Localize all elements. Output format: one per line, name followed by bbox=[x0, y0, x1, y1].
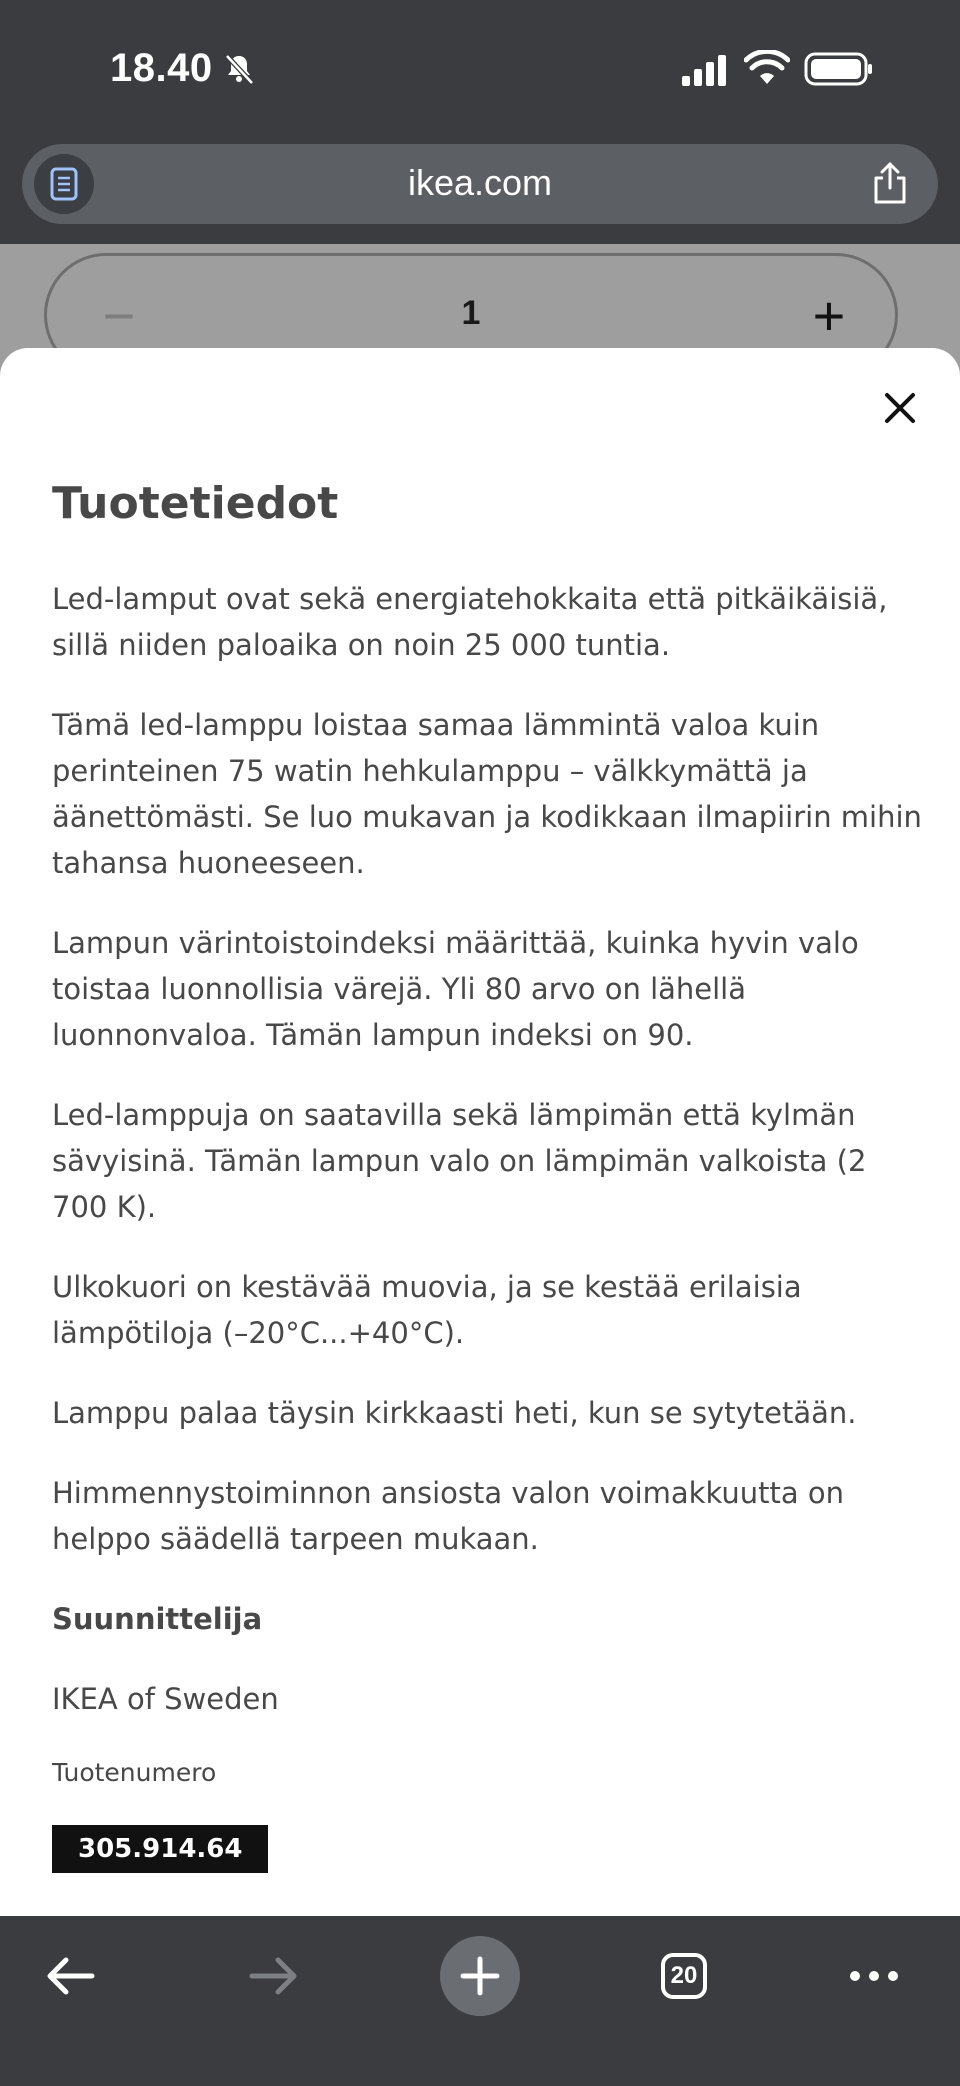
more-button[interactable] bbox=[834, 1936, 914, 2016]
sheet-title: Tuotetiedot bbox=[52, 478, 339, 529]
address-bar[interactable] bbox=[22, 144, 938, 224]
description-paragraph: Led-lamput ovat sekä energiatehokkaita että pitkäikäisiä, sillä niiden paloaika on noin 25 000 tuntia. bbox=[52, 582, 888, 662]
description-paragraph: Led-lamppuja on saatavilla sekä lämpimän että kylmän sävyisinä. Tämän lampun valo on lämpimän valkoista (2 700 K). bbox=[52, 1098, 867, 1224]
forward-button[interactable] bbox=[234, 1936, 314, 2016]
quantity-increase-button: + bbox=[812, 284, 846, 347]
description-paragraph: Tämä led-lamppu loistaa samaa lämmintä valoa kuin perinteinen 75 watin hehkulamppu – välkkymättä ja äänettömästi. Se luo mukavan ja kodikkaan ilmapiirin mihin tahansa huoneeseen. bbox=[52, 708, 922, 880]
close-button[interactable] bbox=[876, 384, 924, 432]
close-icon bbox=[884, 392, 916, 424]
tabs-button[interactable] bbox=[644, 1936, 724, 2016]
browser-toolbar bbox=[0, 1916, 960, 2086]
quantity-value: 1 bbox=[461, 294, 481, 332]
description-paragraph: Lampun värintoistoindeksi määrittää, kuinka hyvin valo toistaa luonnollisia värejä. Yli 80 arvo on lähellä luonnonvaloa. Tämän lampun indeksi on 90. bbox=[52, 926, 859, 1052]
url-text[interactable]: ikea.com bbox=[407, 162, 553, 203]
new-tab-button[interactable] bbox=[440, 1936, 520, 2016]
back-button[interactable] bbox=[30, 1936, 110, 2016]
status-time: 18.40 bbox=[110, 46, 213, 90]
bell-slash-icon bbox=[222, 52, 256, 86]
designer-name: IKEA of Sweden bbox=[52, 1682, 279, 1716]
product-description bbox=[52, 576, 922, 1873]
product-number-badge: 305.914.64 bbox=[52, 1825, 268, 1873]
tabs-icon: 20 bbox=[661, 1953, 707, 1999]
signal-icon bbox=[680, 54, 730, 86]
battery-icon bbox=[804, 52, 874, 86]
back-arrow-icon bbox=[44, 1956, 96, 1996]
quantity-decrease-button: − bbox=[102, 284, 136, 347]
product-number-label: Tuotenumero bbox=[52, 1758, 217, 1787]
designer-heading: Suunnittelija bbox=[52, 1602, 263, 1636]
status-bar bbox=[0, 0, 960, 140]
forward-arrow-icon bbox=[248, 1956, 300, 1996]
share-icon[interactable] bbox=[870, 160, 910, 206]
product-details-sheet bbox=[0, 348, 960, 1916]
wifi-icon bbox=[744, 50, 790, 86]
description-paragraph: Himmennystoiminnon ansiosta valon voimakkuutta on helppo säädellä tarpeen mukaan. bbox=[52, 1476, 844, 1556]
description-paragraph: Ulkokuori on kestävää muovia, ja se kestää erilaisia lämpötiloja (–20°C...+40°C). bbox=[52, 1270, 802, 1350]
description-paragraph: Lamppu palaa täysin kirkkaasti heti, kun se sytytetään. bbox=[52, 1396, 857, 1430]
new-tab-plus-icon bbox=[460, 1956, 500, 1996]
more-icon bbox=[848, 1969, 900, 1983]
